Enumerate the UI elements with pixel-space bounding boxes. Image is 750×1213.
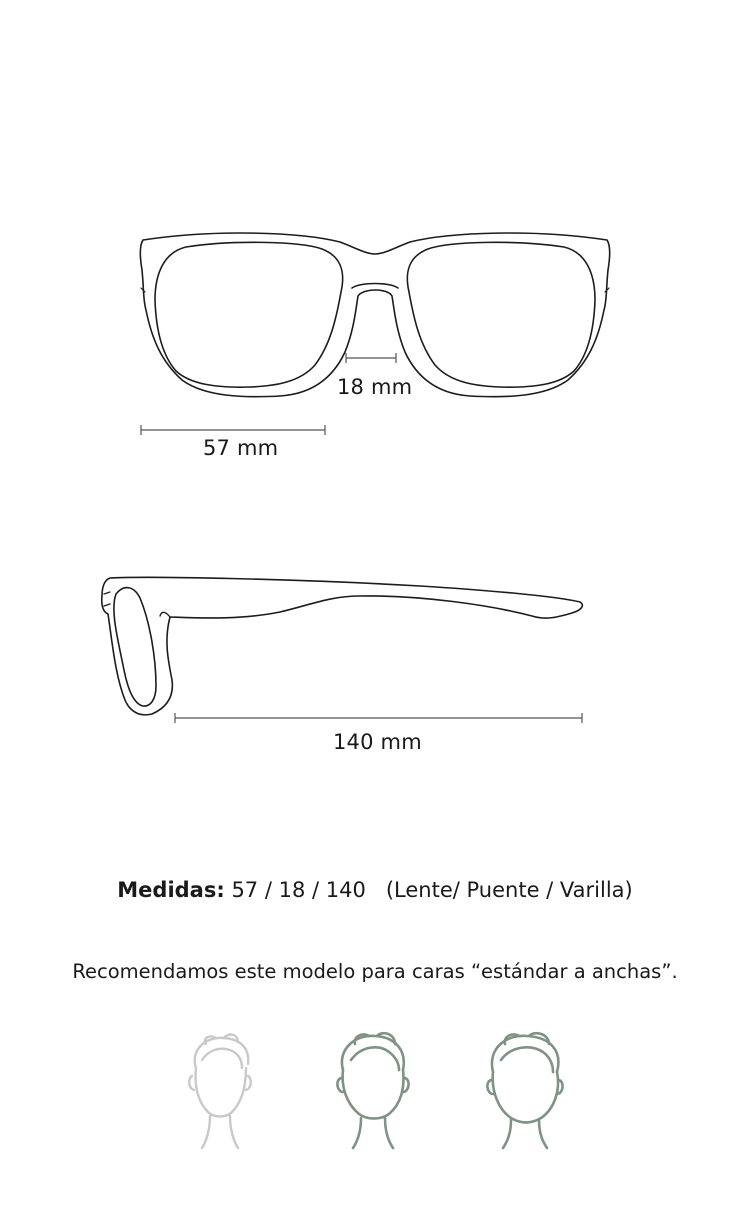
face-outline-icon [333,1030,413,1155]
face-outline-icon [180,1030,260,1155]
lens-width-label: 57 mm [203,436,279,460]
face-outline-icon [485,1030,565,1155]
measurements-heading: Medidas: [117,878,225,902]
temple-arm [102,577,583,714]
temple-length-label: 140 mm [333,730,422,754]
temple-dimension-line [175,713,582,723]
bridge-width-label: 18 mm [337,375,413,399]
measurements-values: 57 / 18 / 140 [231,878,366,902]
measurements-line [0,878,750,902]
face-recommendation-text: Recomendamos este modelo para caras “estándar a anchas”. [72,960,678,983]
measurements-legend: (Lente/ Puente / Varilla) [385,878,633,902]
face-type-icons [0,1030,750,1160]
